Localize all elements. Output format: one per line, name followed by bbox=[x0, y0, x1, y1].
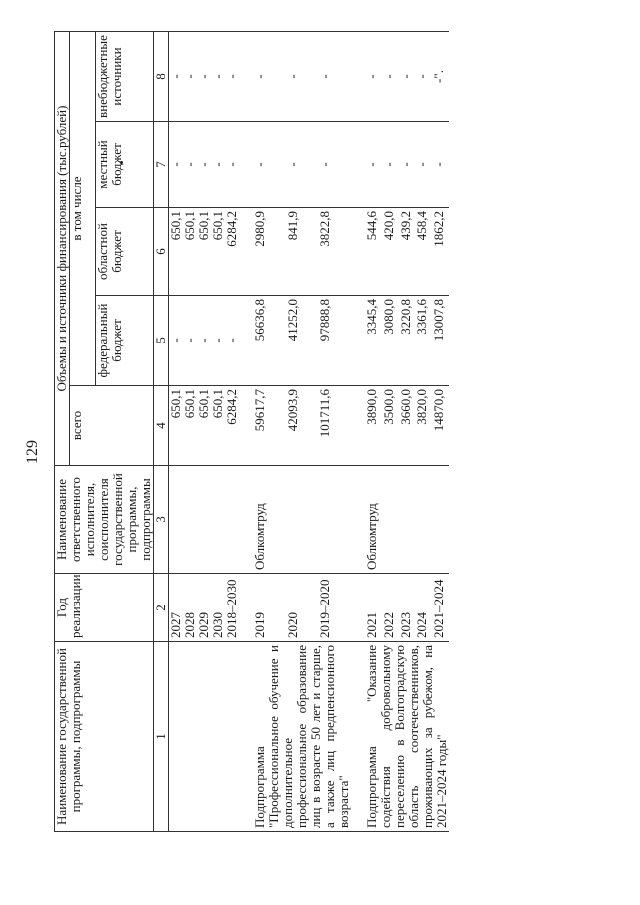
table-row: 2021–2024 14870,0 13007,8 1862,2 - -". bbox=[432, 31, 449, 831]
header-program-name: Наименование государственной программы, подпрограммы bbox=[55, 642, 154, 832]
header-extrabudget: внебюджетные источники bbox=[96, 31, 154, 121]
subprogram-1-name: Подпрограмма "Профессиональное обучение и дополнительное профессиональное образование лиц в возрасте 50 лет и старше, а также лиц предпенсионного возраста" bbox=[253, 642, 351, 832]
table-row: 2028 650,1 - 650,1 - - bbox=[183, 31, 197, 831]
subprogram-2-executor: Облкомтруд bbox=[365, 466, 382, 574]
rotated-page bbox=[20, 32, 620, 872]
table-row: 2030 650,1 - 650,1 - - bbox=[211, 31, 225, 831]
table-row: Подпрограмма "Оказание содействия добровольному переселению в Волгоградскую область соотечественников, проживающих за рубежом, на 2021–2024 годы" 2021 Облкомтруд 3890,0 3345,4 544,6 - - bbox=[365, 31, 382, 831]
page-number: 129 bbox=[24, 440, 41, 464]
table-row: 2022 3500,0 3080,0 420,0 - - bbox=[382, 31, 399, 831]
table-row: 2020 42093,9 41252,0 841,9 - - bbox=[286, 31, 319, 831]
subprogram-1-executor: Облкомтруд bbox=[253, 466, 286, 574]
header-regional: областной бюджет bbox=[96, 208, 154, 296]
table-row: 2019–2020 101711,6 97888,8 3822,8 - - bbox=[318, 31, 351, 831]
table-row: 2023 3660,0 3220,8 439,2 - - bbox=[399, 31, 416, 831]
header-executor: Наименование ответственного исполнителя, соисполнителя государственной программы, подпрограммы bbox=[55, 466, 154, 574]
header-including: в том числе bbox=[70, 31, 96, 385]
column-number-row: 1 2 3 4 5 6 7 8 bbox=[154, 31, 169, 831]
table-row: 2024 3820,0 3361,6 458,4 - - bbox=[415, 31, 432, 831]
table-row: Подпрограмма "Профессиональное обучение и дополнительное профессиональное образование лиц в возрасте 50 лет и старше, а также лиц предпенсионного возраста" 2019 Облкомтруд 59617,7 56636,8 2980,9 - - bbox=[253, 31, 286, 831]
header-year: Год реализации bbox=[55, 574, 154, 642]
header-row-1 bbox=[55, 31, 70, 831]
header-total: всего bbox=[70, 386, 154, 466]
financing-table bbox=[54, 31, 449, 832]
subprogram-2-name: Подпрограмма "Оказание содействия добровольному переселению в Волгоградскую область соотечественников, проживающих за рубежом, на 2021–2024 годы" bbox=[365, 642, 449, 832]
header-federal: федеральный бюджет bbox=[96, 296, 154, 386]
table-row: 2018–2030 6284,2 - 6284,2 - - bbox=[225, 31, 239, 831]
table-row: 2029 650,1 - 650,1 - - bbox=[197, 31, 211, 831]
header-volumes: Объемы и источники финансирования (тыс.рублей) bbox=[55, 31, 70, 465]
table-row: 2027 650,1 - 650,1 - - bbox=[169, 31, 184, 831]
header-local: местный бюджет bbox=[96, 122, 154, 208]
